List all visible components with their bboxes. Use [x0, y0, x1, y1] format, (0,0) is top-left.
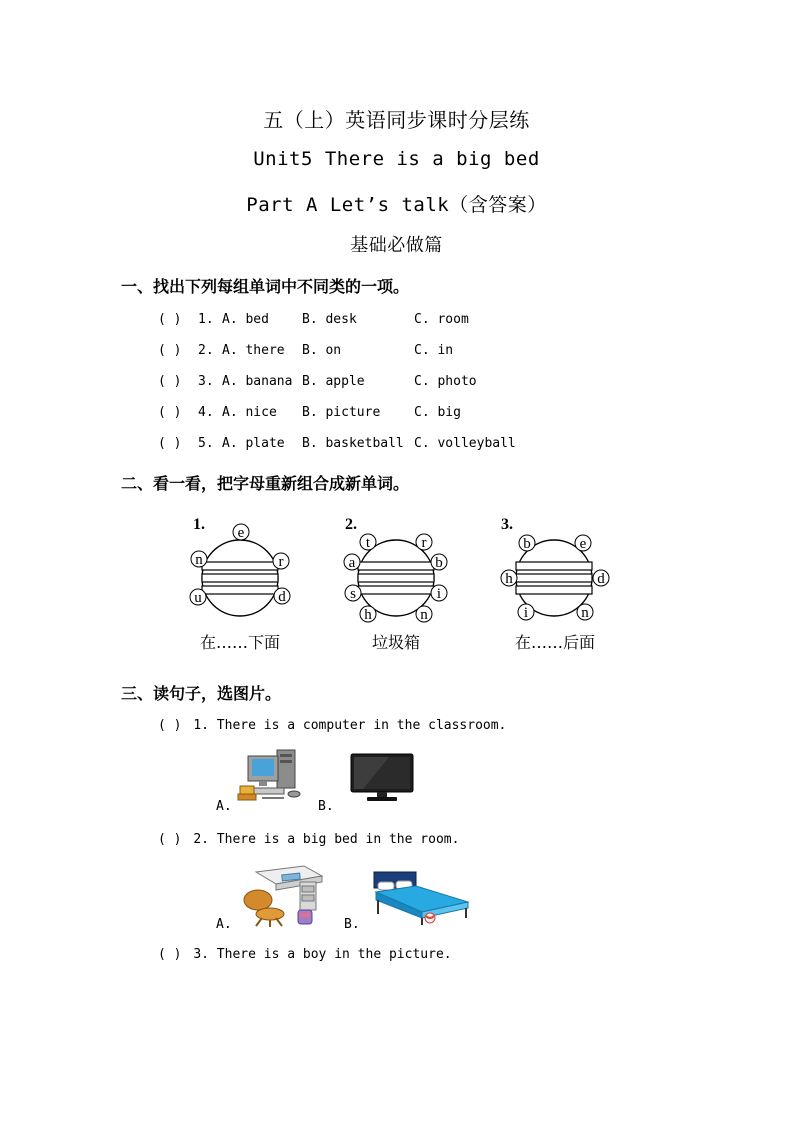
- svg-text:h: h: [364, 607, 372, 623]
- answer-blank[interactable]: ( ): [158, 343, 182, 358]
- letter-bubble: [360, 606, 376, 623]
- svg-text:b: b: [523, 536, 531, 552]
- question-number: 3.: [198, 374, 214, 389]
- option-b: B. basketball: [302, 436, 404, 451]
- unit-title: Unit5 There is a big bed: [253, 148, 540, 170]
- svg-text:d: d: [597, 571, 605, 587]
- answer-blank[interactable]: ( ): [158, 718, 182, 733]
- letter-bubble: [416, 606, 432, 623]
- desk-chair-picture[interactable]: [242, 860, 326, 928]
- svg-text:n: n: [420, 607, 428, 623]
- part-title: Part A Let’s talk（含答案）: [246, 194, 547, 216]
- svg-text:r: r: [421, 535, 427, 551]
- bed-picture[interactable]: [368, 868, 470, 926]
- svg-text:h: h: [505, 571, 513, 587]
- letter-bubble: [518, 604, 534, 621]
- question-number: 4.: [198, 405, 214, 420]
- option-b: B. desk: [302, 312, 357, 327]
- question-number: 1.: [198, 312, 214, 327]
- question-row: [158, 718, 506, 733]
- option-a: A. there: [222, 343, 285, 358]
- option-b-label: B.: [318, 799, 334, 814]
- sentence-text: There is a boy in the picture.: [216, 947, 452, 962]
- option-c: C. room: [414, 312, 469, 327]
- option-a: A. nice: [222, 405, 277, 420]
- puzzle-number: 3.: [501, 516, 513, 533]
- sentence-text: There is a computer in the classroom.: [216, 718, 507, 733]
- question-row: [158, 947, 452, 962]
- option-a: A. bed: [222, 312, 269, 327]
- svg-text:e: e: [579, 536, 587, 552]
- answer-blank[interactable]: ( ): [158, 312, 182, 327]
- svg-text:n: n: [195, 552, 203, 568]
- option-a: A. plate: [222, 436, 285, 451]
- computer-desk-picture[interactable]: [232, 748, 308, 806]
- puzzle-caption: 垃圾箱: [371, 633, 420, 652]
- question-row: [158, 832, 459, 847]
- letter-puzzle-3: [494, 515, 614, 625]
- svg-text:r: r: [278, 554, 284, 570]
- question-number: 3.: [193, 947, 209, 962]
- question-number: 2.: [193, 832, 209, 847]
- svg-text:t: t: [365, 535, 371, 551]
- option-c: C. photo: [414, 374, 477, 389]
- answer-blank[interactable]: ( ): [158, 832, 182, 847]
- svg-text:a: a: [348, 555, 356, 571]
- puzzle-number: 2.: [345, 516, 357, 533]
- letter-bubble: [431, 585, 447, 602]
- puzzle-number: 1.: [193, 516, 205, 533]
- answer-blank[interactable]: ( ): [158, 374, 182, 389]
- svg-text:d: d: [278, 589, 286, 605]
- worksheet-title: 五（上）英语同步课时分层练: [263, 108, 530, 132]
- letter-bubble: [274, 588, 290, 605]
- svg-text:b: b: [435, 555, 443, 571]
- letter-bubble: [345, 585, 361, 602]
- letter-puzzle-2: [336, 515, 456, 625]
- section1-heading: 一、找出下列每组单词中不同类的一项。: [121, 277, 410, 296]
- option-a-label: A.: [216, 917, 232, 932]
- option-b: B. picture: [302, 405, 381, 420]
- option-a: A. banana: [222, 374, 293, 389]
- option-c: C. big: [414, 405, 461, 420]
- svg-text:s: s: [350, 586, 356, 602]
- option-b-label: B.: [344, 917, 360, 932]
- option-b: B. on: [302, 343, 342, 358]
- puzzle-caption: 在……后面: [514, 633, 595, 652]
- svg-text:i: i: [523, 605, 529, 621]
- letter-puzzle-1: [180, 515, 300, 625]
- question-number: 2.: [198, 343, 214, 358]
- svg-text:i: i: [436, 586, 442, 602]
- svg-text:e: e: [237, 525, 245, 541]
- section2-heading: 二、看一看，把字母重新组合成新单词。: [121, 474, 410, 493]
- letter-bubble: [190, 589, 206, 606]
- option-c: C. volleyball: [414, 436, 516, 451]
- letter-bubble: [577, 604, 593, 621]
- svg-text:n: n: [581, 605, 589, 621]
- answer-blank[interactable]: ( ): [158, 947, 182, 962]
- puzzle-caption: 在……下面: [199, 633, 280, 652]
- svg-text:u: u: [194, 590, 202, 606]
- question-number: 1.: [193, 718, 209, 733]
- level-title: 基础必做篇: [350, 235, 443, 256]
- option-b: B. apple: [302, 374, 365, 389]
- question-number: 5.: [198, 436, 214, 451]
- letter-bubble: [233, 524, 249, 541]
- letter-bubble: [593, 570, 609, 587]
- option-c: C. in: [414, 343, 454, 358]
- section3-heading: 三、读句子，选图片。: [121, 684, 282, 703]
- option-a-label: A.: [216, 799, 232, 814]
- letter-bubble: [501, 570, 517, 587]
- answer-blank[interactable]: ( ): [158, 436, 182, 451]
- tv-picture[interactable]: [349, 752, 415, 804]
- sentence-text: There is a big bed in the room.: [216, 832, 460, 847]
- answer-blank[interactable]: ( ): [158, 405, 182, 420]
